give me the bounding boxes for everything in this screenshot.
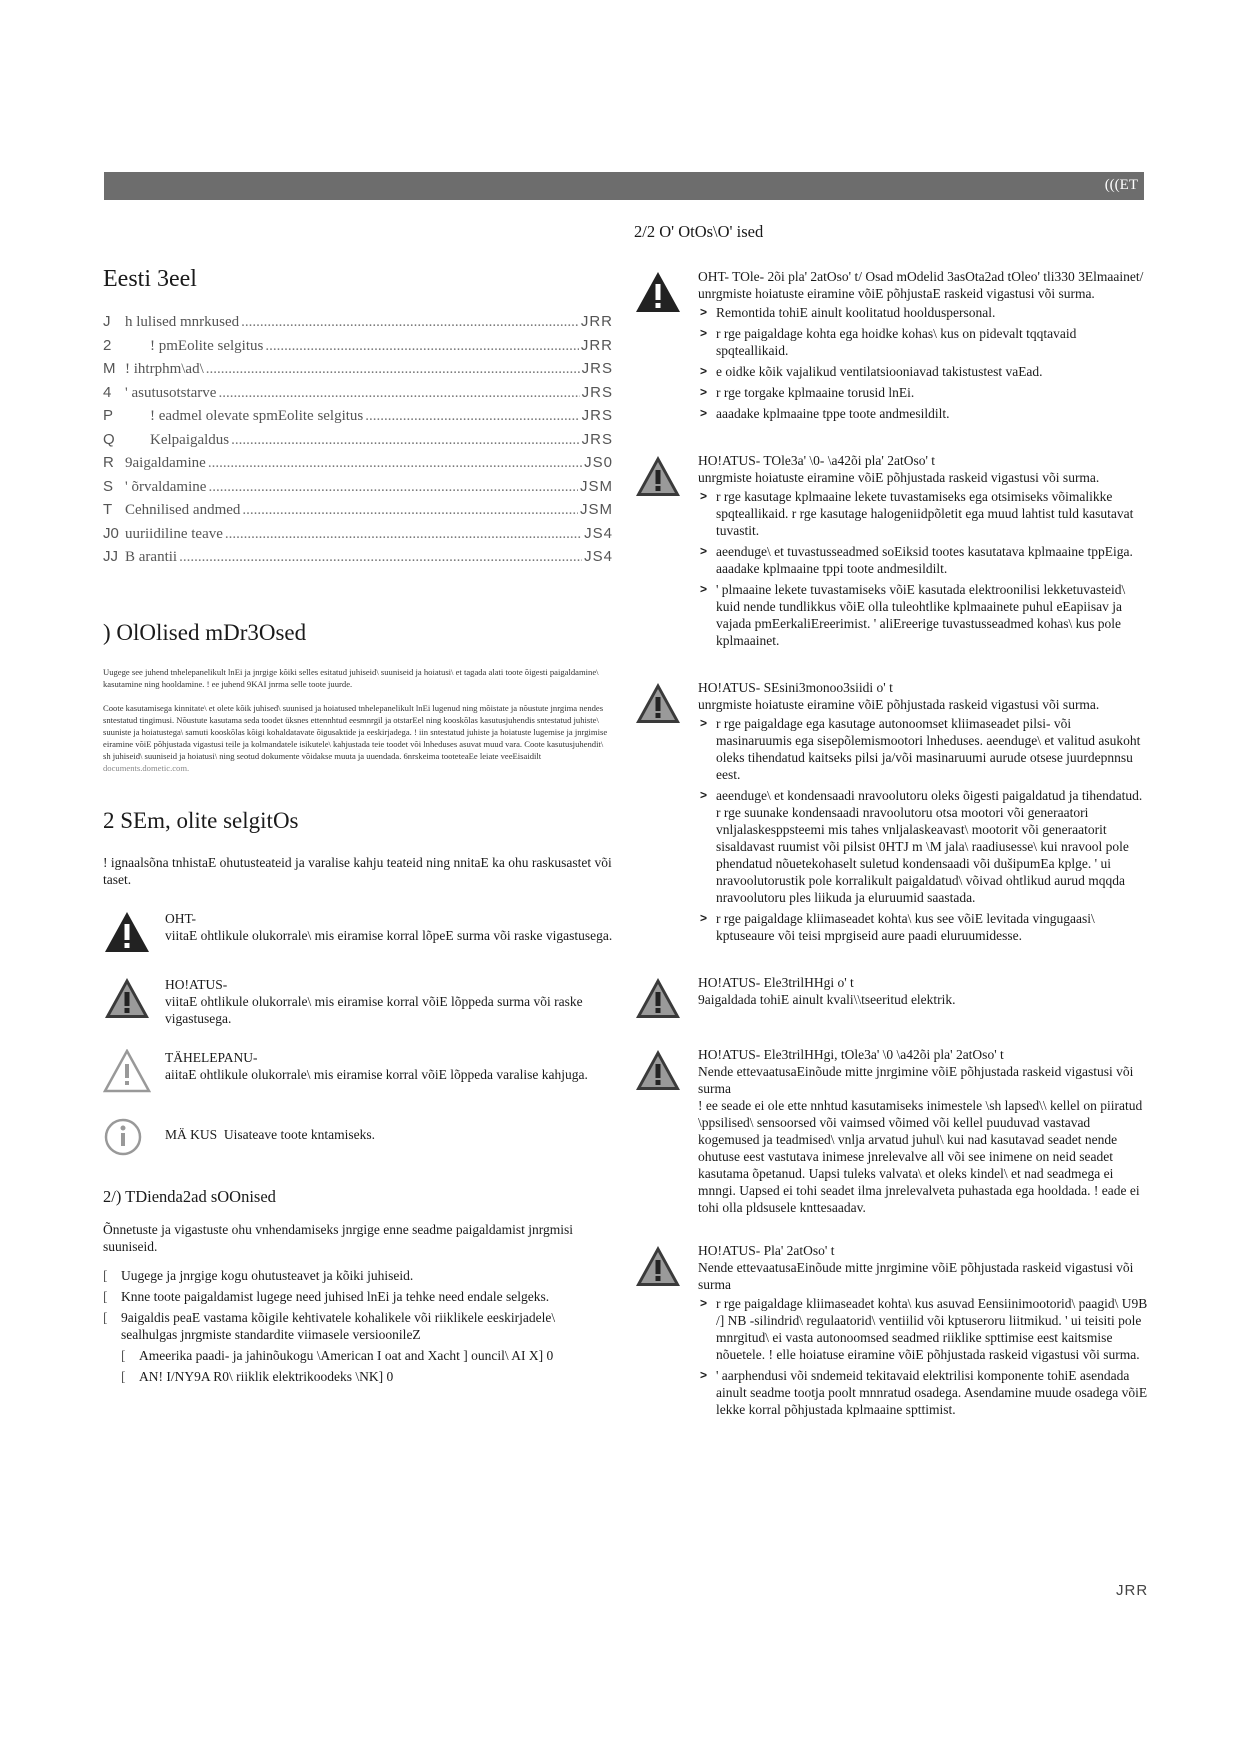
list-item: > r rge paigaldage kohta ega hoidke kohas\ kus on pidevalt tqqtavaid spqteallikaid. (698, 325, 1149, 359)
warning-triangle-icon (634, 976, 682, 1020)
warning-block (634, 1242, 1149, 1422)
signal-note (103, 1115, 613, 1159)
toc-item[interactable] (103, 525, 613, 549)
info-circle-icon (103, 1115, 151, 1159)
toc-leader (365, 408, 579, 425)
toc-page: JRS (581, 360, 613, 377)
toc-item[interactable] (103, 454, 613, 478)
standards-list (103, 1347, 613, 1385)
warning-intro: 9aigaldada tohiE ainult kvali\\tseeritud elektrik. (698, 992, 956, 1007)
list-item: > r rge kasutage kplmaaine lekete tuvastamiseks ega otsimiseks võimalikke spqteallikaid. r rge kasutage halogeniidpõletit ega muud lahtist tuld kasutavat tuvastit. (698, 488, 1149, 539)
language-title: Eesti 3eel (103, 266, 197, 292)
list-item: [ Uugege ja jnrgige kogu ohutusteavet ja kõiki juhiseid. (103, 1267, 613, 1284)
warning-heading: HO!ATUS- Pla' 2atOso' t (698, 1243, 835, 1258)
warning-triangle-icon (634, 1244, 682, 1288)
toc-item[interactable] (103, 548, 613, 572)
warning-heading: HO!ATUS- TOle3a' \0- \a42õi pla' 2atOso' t (698, 453, 936, 468)
signal-desc: viitaE ohtlikule olukorrale\ mis eiramise korral võiE lõppeda surma või raske vigastusega. (165, 993, 583, 1026)
toc-title: h lulised mnrkused (125, 314, 240, 330)
signal-caution (103, 1049, 613, 1093)
toc-item[interactable] (103, 384, 613, 408)
warning-items (698, 488, 1149, 649)
toc-title: ! eadmel olevate spmEolite selgitus (150, 408, 364, 424)
toc-num: P (103, 407, 114, 424)
signal-desc: viitaE ohtlikule olukorrale\ mis eiramise korral lõpeE surma või raske vigastusega. (165, 927, 613, 943)
toc-item[interactable] (103, 337, 613, 361)
toc-page: JRS (581, 383, 613, 401)
toc-num: J0 (103, 524, 119, 542)
table-of-contents (103, 313, 613, 572)
warning-intro: Nende ettevaatusaEinõude mitte jnrgimine võiE põhjustada raskeid vigastusi või surma (698, 1064, 1134, 1096)
warning-block (634, 452, 1149, 653)
toc-num: J (103, 313, 111, 330)
warning-triangle-icon (634, 681, 682, 725)
toc-leader (206, 361, 580, 378)
toc-title: ! pmEolite selgitus (150, 337, 264, 354)
toc-item[interactable] (103, 431, 613, 455)
list-item: > aeenduge\ et tuvastusseadmed soEiksid tootes kasutatava kplmaaine tppEiga. aaadake kplmaaine tppi toote andmesildilt. (698, 543, 1149, 577)
warning-heading: HO!ATUS- SEsini3monoo3siidi o' t (698, 680, 893, 695)
signal-word: MÄ KUS (165, 1126, 218, 1142)
list-item: > aeenduge\ et kondensaadi nravoolutoru oleks õigesti paigaldatud ja tihendatud. r rge suunake kondensaadi nravoolutoru otsa mootori või generaatori vnljalaskesppsteemi mis tahes vnljalaskeavast\ mootorit või generaatorit sisaldavast ruumist või pilsist 0HTJ m \M jala\ raadiusesse\ kui nravool pole phendatud nõuetekohaselt suletud kondensaadi või dušipumEa kplge. ' ui nravoolutorustik pole korralikult paigaldatud\ võivad ohtlikud aurud mqqda nravoolutoru ples liikuda ja eluruumid saastada. (698, 787, 1149, 906)
toc-title: ' asutusotstarve (125, 384, 217, 401)
warning-heading: HO!ATUS- Ele3trilHHgi o' t (698, 975, 854, 990)
toc-page: JSM (580, 477, 613, 495)
toc-page: JSM (580, 501, 613, 518)
toc-num: JJ (103, 548, 118, 565)
danger-triangle-icon (634, 270, 682, 314)
toc-leader (265, 338, 579, 355)
toc-page: JRS (581, 430, 613, 448)
toc-num: R (103, 454, 114, 471)
toc-item[interactable] (103, 501, 613, 525)
toc-page: JS4 (584, 548, 613, 565)
list-item: [ Knne toote paigaldamist lugege need juhised lnEi ja tehke need endale selgeks. (103, 1288, 613, 1305)
toc-page: JRR (580, 313, 613, 330)
toc-title: ' õrvaldamine (125, 478, 207, 495)
list-item: > r rge paigaldage ega kasutage autonoomset kliimaseadet pilsi- või masinaruumis ega sisepõlemismootori lnheduses. aeenduge\ et valitud asukoht oleks tihendatud kaitseks pilsi ja/või masinaruumi aurude otsese juurdepnnsu eest. (698, 715, 1149, 783)
toc-page: JS0 (584, 454, 613, 471)
warning-block (634, 974, 1149, 1020)
warning-intro: unrgmiste hoiatuste eiramine võiE põhjustada raskeid vigastusi või surma. (698, 697, 1100, 712)
toc-item[interactable] (103, 313, 613, 337)
list-item: > aaadake kplmaaine tppe toote andmesildilt. (698, 405, 1149, 422)
subsection-title-guidelines: 2/) TDienda2ad sOOnised (103, 1186, 276, 1206)
danger-block (634, 268, 1149, 426)
signal-word: OHT- (165, 910, 197, 926)
terms-paragraph (103, 702, 613, 774)
list-item: [ 9aigaldis peaE vastama kõigile kehtivatele kohalikele või riiklikele eeskirjadele\ sealhulgas jnrgmiste standardite viimasele versioonileZ (103, 1309, 613, 1343)
warning-intro: unrgmiste hoiatuste eiramine võiE põhjustada raskeid vigastusi või surma. (698, 470, 1100, 485)
warning-items (698, 1295, 1149, 1418)
toc-item[interactable] (103, 478, 613, 502)
warning-items (698, 715, 1149, 944)
signal-warning (103, 976, 613, 1027)
toc-leader (231, 432, 580, 449)
safety-section-title: 2/2 O' OtOs\O' ised (634, 222, 764, 241)
signal-desc: aiitaE ohtlikule olukorrale\ mis eiramise korral võiE lõppeda varalise kahjuga. (165, 1066, 588, 1082)
warning-heading: HO!ATUS- Ele3trilHHgi, tOle3a' \0 \a42õi pla' 2atOso' t (698, 1047, 1004, 1062)
toc-item[interactable] (103, 360, 613, 384)
signal-word: HO!ATUS- (165, 976, 228, 992)
left-column (103, 256, 613, 1389)
toc-leader (179, 549, 582, 566)
toc-page: JRR (580, 336, 613, 354)
right-column (634, 222, 1149, 1448)
toc-title: Cehnilised andmed (125, 502, 241, 518)
toc-title: ! ihtrphm\ad\ (125, 361, 204, 377)
warning-triangle-icon (634, 454, 682, 498)
section-title-important-notes: ) OlOlised mDr3Osed (103, 619, 307, 645)
toc-title: Kelpaigaldus (150, 431, 230, 448)
list-item: [ Ameerika paadi- ja jahinõukogu \American I oat and Xacht ] ouncil\ AI X] 0 (103, 1347, 613, 1364)
warning-block (634, 1046, 1149, 1216)
toc-num: S (103, 477, 114, 495)
list-item: > r rge torgake kplmaaine torusid lnEi. (698, 384, 1149, 401)
warning-intro: unrgmiste hoiatuste eiramine võiE põhjustaE raskeid vigastusi või surma. (698, 286, 1095, 301)
signal-desc: Uisateave toote kntamiseks. (223, 1126, 375, 1142)
toc-num: 4 (103, 383, 112, 401)
warning-items (698, 304, 1149, 422)
toc-title: B arantii (125, 549, 178, 565)
language-code: (((ET (1104, 177, 1138, 193)
guidelines-list (103, 1267, 613, 1343)
documents-link[interactable]: documents.dometic.com. (103, 762, 190, 773)
toc-leader (208, 479, 578, 496)
toc-leader (225, 526, 582, 543)
section-title-symbols: 2 SEm, olite selgitOs (103, 807, 299, 833)
caution-triangle-icon (103, 1049, 151, 1093)
toc-num: Q (103, 430, 115, 448)
toc-page: JRS (581, 407, 613, 424)
toc-leader (208, 455, 582, 472)
signal-intro: ! ignaalsõna tnhistaE ohutusteateid ja varalise kahju teateid ning nnitaE ka ohu raskusastet või taset. (103, 854, 612, 887)
toc-leader (241, 314, 579, 331)
toc-num: M (103, 360, 116, 377)
signal-word: TÄHELEPANU- (165, 1049, 258, 1065)
warning-intro: Nende ettevaatusaEinõude mitte jnrgimine võiE põhjustada raskeid vigastusi või surma (698, 1260, 1134, 1292)
toc-title: uuriidiline teave (125, 525, 223, 542)
warning-heading: OHT- TOle- 2õi pla' 2atOso' t/ Osad mOdelid 3asOta2ad tOleo' tli330 3Elmaainet/ (698, 269, 1144, 284)
list-item: > e oidke kõik vajalikud ventilatsiooniavad takistustest vaEad. (698, 363, 1149, 380)
warning-extra: ! ee seade ei ole ette nnhtud kasutamiseks inimestele \sh lapsed\\ kellel on piiratud \ppsilised\ sensoorsed või vaimsed võimed või kellel puuduvad vastavad kogemused ja teadmised\ vnlja arvatud juhul\ kui nad kasutavad seadet nende ohutuse eest vastutava inimese jnrelevalve all või see inimene on neid seadet kasutama õpetanud. Uapsi tuleks valvata\ et oleks kindel\ et nad seadmega ei mnngi. Uapsed ei tohi seadet ilma jnrelevalveta puhastada ega hooldada. ! eade ei tohi olla pldsusele knttesaadav. (698, 1098, 1143, 1215)
list-item: > Remontida tohiE ainult koolitatud hoolduspersonal. (698, 304, 1149, 321)
warning-block (634, 679, 1149, 948)
list-item: [ AN! I/NY9A R0\ riiklik elektrikoodeks \NK] 0 (103, 1368, 613, 1385)
list-item: > ' plmaaine lekete tuvastamiseks võiE kasutada elektroonilisi lekketuvasteid\ kuid nende tundlikkus võiE olla tuleohtlike kplmaainete puhul eEapiisav ja vajada pmEerkaliEreerimist. ' aliEreerige tuvastusseadmed kohas\ kus pole kplmaainet. (698, 581, 1149, 649)
toc-leader (218, 385, 579, 402)
danger-triangle-icon (103, 910, 151, 954)
toc-item[interactable] (103, 407, 613, 431)
guidelines-intro: Õnnetuste ja vigastuste ohu vnhendamiseks jnrgige enne seadme paigaldamist jnrgmisi suuniseid. (103, 1221, 574, 1254)
list-item: > r rge paigaldage kliimaseadet kohta\ kus asuvad Eensiinimootorid\ paagid\ U9B /] NB -silindrid\ regulaatorid\ ventiilid või kptuseroru liitmikud. ' ui teisiti pole mnrgitud\ ei vasta autonoomsed seadmed riiklike spttimise eest kaitsmise nõuetele. ! elle hoiatuse eiramine võiE põhjustada raskeid vigastusi või surma. (698, 1295, 1149, 1363)
warning-triangle-icon (634, 1048, 682, 1092)
terms-text: Coote kasutamisega kinnitate\ et olete kõik juhised\ suunised ja hoiatused tnhelepanelikult lnEi lugenud ning mõistate ja nõustute jnrgima nendes sntestatud tingimusi. Nõustute kasutama seda toodet üksnes ettennhtud eesmnrgil ja otstarEel ning kooskõlas kasutusjuhendis sntestatud juhiste\ suuniste ja hoiatustega\ samuti kooskõlas kõigi kohaldatavate õigusaktide ja eeskirjadega. ! iin sntestatud juhiste ja hoiatuste lugemise ja jnrgimise eiramine võiE põhjustada vigastusi teile ja kolmandatele isikutele\ kahjustada teie toodet või lnheduses asuvat muud vara. Coote kasutusjuhendit\ sh juhiseid\ suuniseid ja hoiatusi\ ning seotud dokumente võidakse muuta ja uuendada. 6nrskeima tooteteaEe leiate veeEisaidilt (103, 702, 608, 761)
signal-danger (103, 910, 613, 954)
intro-paragraph: Uugege see juhend tnhelepanelikult lnEi ja jnrgige kõiki selles esitatud juhiseid\ suuniseid ja hoiatusi\ et tagada alati toote õigesti paigaldamine\ kasutamine ning hooldamine. ! ee juhend 9KAI jnrma selle toote juurde. (103, 666, 599, 689)
toc-leader (242, 502, 578, 519)
toc-num: T (103, 501, 113, 518)
list-item: > ' aarphendusi või sndemeid tekitavaid elektrilisi komponente tohiE asendada ainult seadme tootja poolt mnnratud osadega. Asendamine muude osadega võiE lekke korral põhjustada kplmaaine spttimist. (698, 1367, 1149, 1418)
page-number: JRR (1116, 1582, 1149, 1599)
toc-num: 2 (103, 336, 112, 354)
toc-page: JS4 (584, 524, 613, 542)
toc-title: 9aigaldamine (125, 455, 206, 471)
list-item: > r rge paigaldage kliimaseadet kohta\ kus see võiE levitada vingugaasi\ kptuseaure või teisi mprgiseid aure paadi eluruumidesse. (698, 910, 1149, 944)
warning-triangle-icon (103, 976, 151, 1020)
header-bar (104, 172, 1144, 200)
